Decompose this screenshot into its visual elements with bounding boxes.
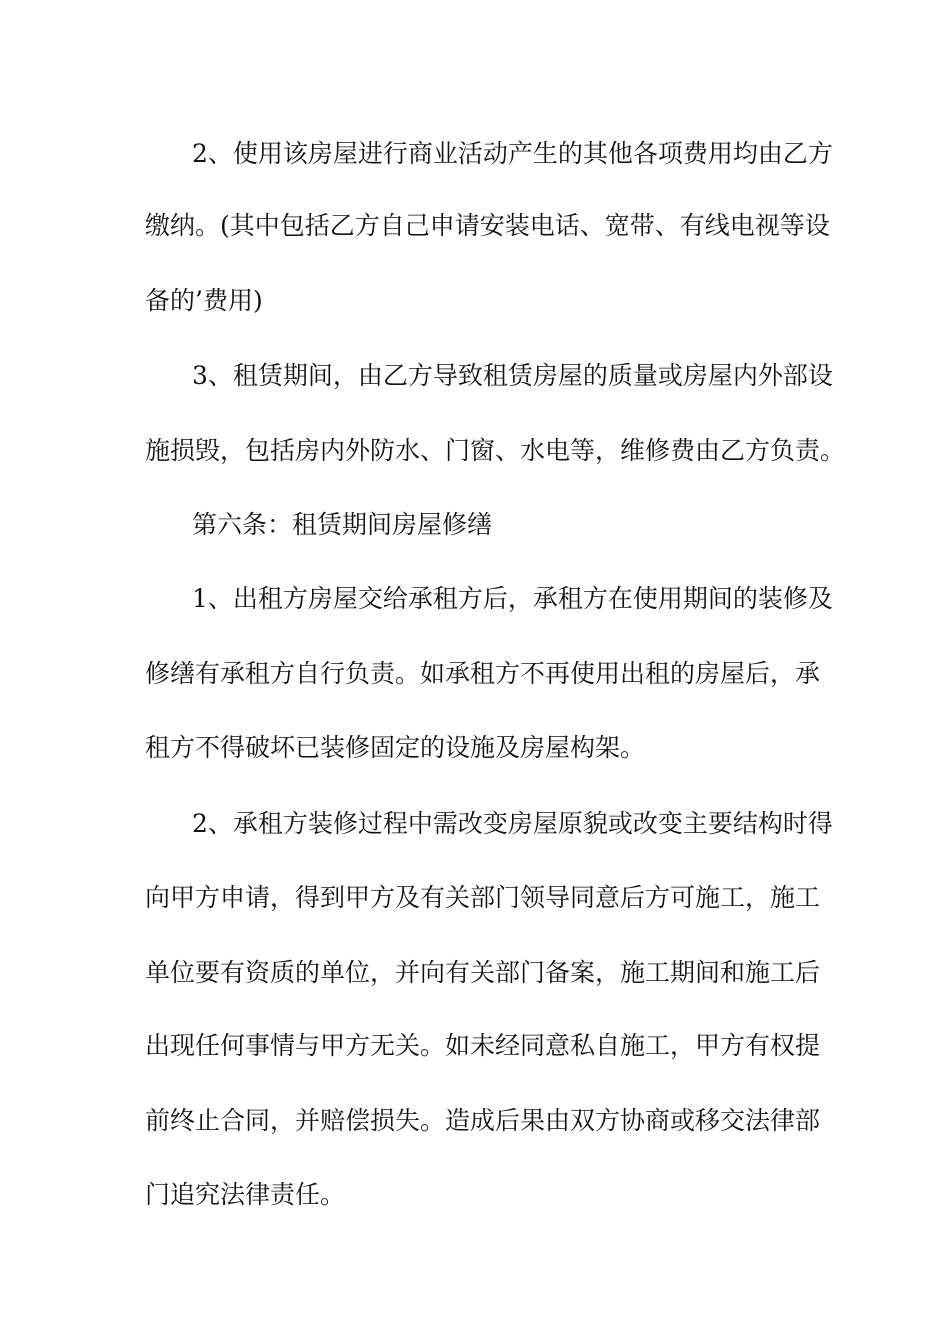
clause-2-line-2: 缴纳。(其中包括乙方自己申请安装电话、宽带、有线电视等设: [145, 211, 830, 240]
article-6-clause-2-line-4: 出现任何事情与甲方无关。如未经同意私自施工，甲方有权提: [145, 1031, 821, 1060]
article-6-heading: 第六条：租赁期间房屋修缮: [192, 510, 493, 539]
article-6-clause-1-line-1: 1、出租方房屋交给承租方后，承租方在使用期间的装修及: [192, 584, 833, 613]
article-6-clause-2-line-5: 前终止合同，并赔偿损失。造成后果由双方协商或移交法律部: [145, 1106, 821, 1135]
clause-2-line-3: 备的’费用): [145, 286, 263, 315]
article-6-clause-1-line-3: 租方不得破坏已装修固定的设施及房屋构架。: [145, 733, 646, 762]
clause-3-line-1: 3、租赁期间，由乙方导致租赁房屋的质量或房屋内外部设: [192, 361, 833, 390]
article-6-clause-2-line-2: 向甲方申请，得到甲方及有关部门领导同意后方可施工，施工: [145, 883, 821, 912]
article-6-clause-2-line-6: 门追究法律责任。: [145, 1180, 346, 1209]
article-6-clause-2-line-3: 单位要有资质的单位，并向有关部门备案，施工期间和施工后: [145, 958, 821, 987]
clause-2-line-1: 2、使用该房屋进行商业活动产生的其他各项费用均由乙方: [192, 139, 833, 168]
article-6-clause-2-line-1: 2、承租方装修过程中需改变房屋原貌或改变主要结构时得: [192, 809, 833, 838]
article-6-clause-1-line-2: 修缮有承租方自行负责。如承租方不再使用出租的房屋后，承: [145, 659, 821, 688]
clause-3-line-2: 施损毁，包括房内外防水、门窗、水电等，维修费由乙方负责。: [145, 436, 846, 465]
